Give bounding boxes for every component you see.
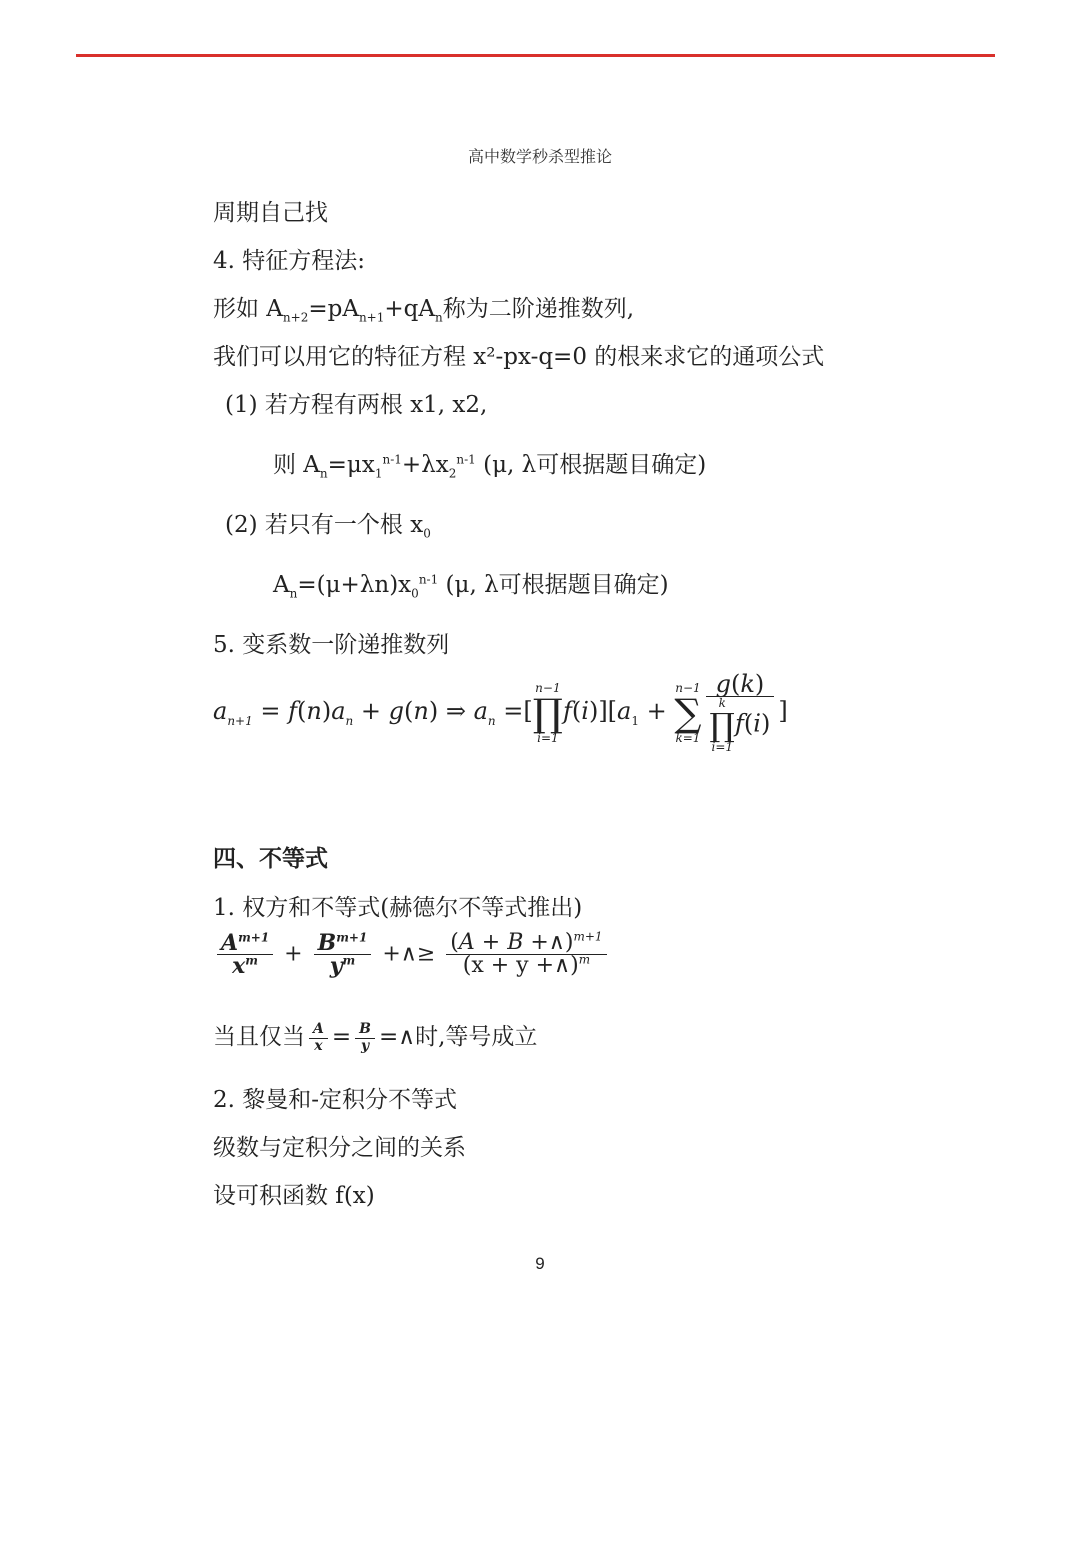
text-line: 我们可以用它的特征方程 x²-px-q=0 的根来求它的通项公式 [213,344,825,370]
text-line: 1. 权方和不等式(赫德尔不等式推出) [213,895,583,921]
text-line: 4. 特征方程法: [213,248,366,274]
inequality-formula: $\frac{A^{m+1}}{x^m}$ + $\frac{B^{m+1}}{y^m}$ +∧≥ $\frac{(A + B +\wedge)^{m+1}}{(x + y +\wedge)^m}$ [213,932,611,977]
text-line: 5. 变系数一阶递推数列 [213,632,450,658]
formula-line: $A_n=(\mu+\lambda n)x_0^{n-1}$ (μ, λ可根据题目确定) [273,572,669,601]
text-line: 形如 $A_{n+2}=pA_{n+1}+qA_n$称为二阶递推数列, [213,296,635,325]
section-heading: 四、不等式 [213,845,328,872]
page-header: 高中数学秒杀型推论 [467,147,612,166]
header-rule [76,54,995,57]
formula-line: 则 $A_n=\mu x_1^{n-1}+\lambda x_2^{n-1}$ (μ, λ可根据题目确定) [273,452,707,481]
text-line: 周期自己找 [213,200,328,226]
text-line: (2) 若只有一个根 $x_0$ [225,512,431,541]
recurrence-formula: $a_{n+1} = f(n)a_n + g(n)$ ⇒ $a_n$ =[ n−1 ∏ i=1 $f(i)][a_1$ + n−1 ∑ k=1 g(k) k ∏ i=1 f(i) ] [213,670,788,754]
page-number: 9 [535,1254,545,1273]
text-line: 2. 黎曼和-定积分不等式 [213,1087,458,1113]
text-line: (1) 若方程有两根 x1, x2, [225,392,488,418]
text-line: 当且仅当 $\frac{A}{x}$ = $\frac{B}{y}$ =∧时,等号成立 [213,1021,538,1054]
text-line: 设可积函数 f(x) [213,1183,375,1209]
text-line: 级数与定积分之间的关系 [213,1135,466,1161]
